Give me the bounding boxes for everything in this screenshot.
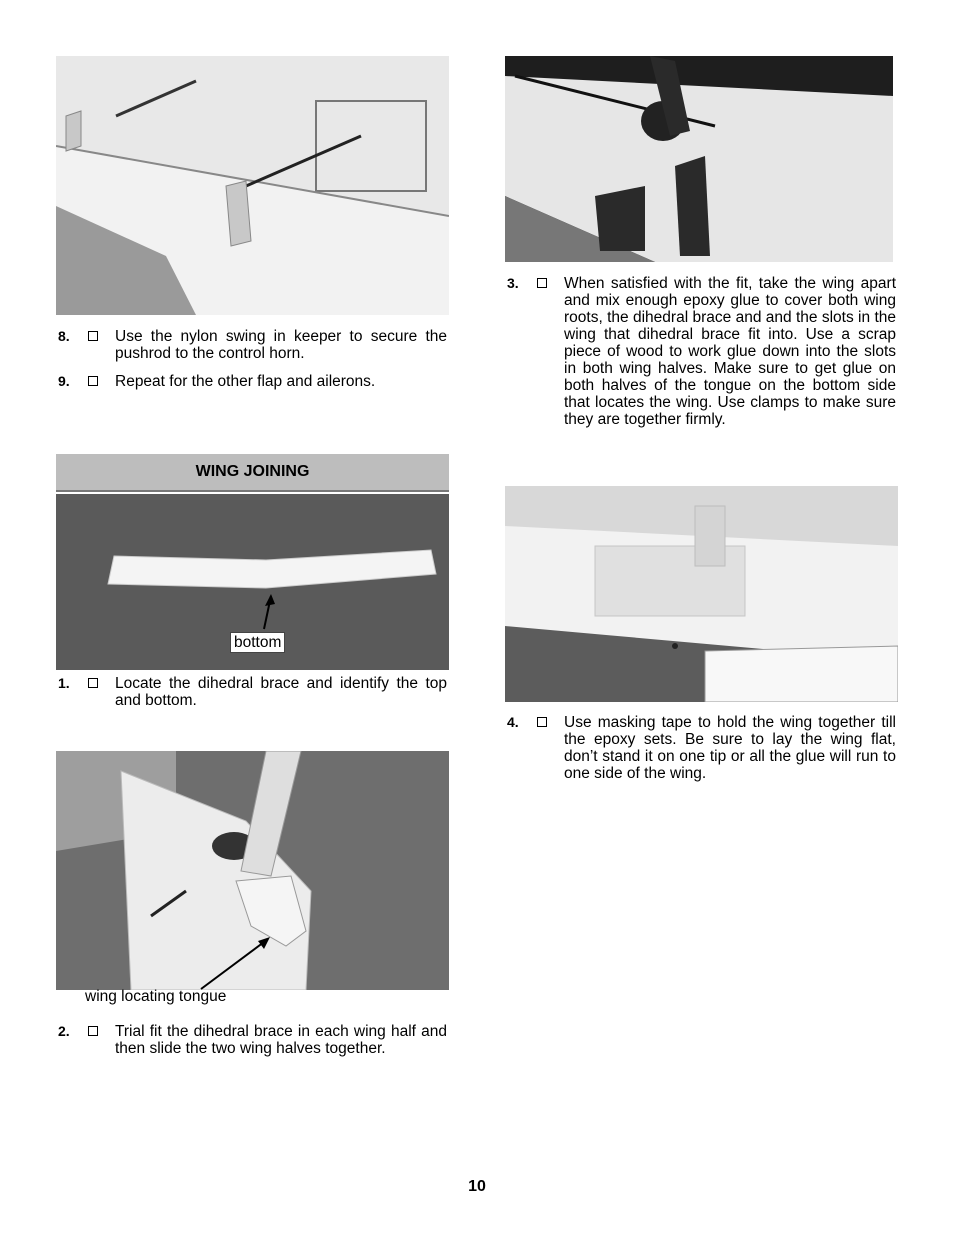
step-text: Trial fit the dihedral brace in each wing half and then slide the two wing halves together. <box>115 1023 447 1057</box>
step-text: Use the nylon swing in keeper to secure the pushrod to the control horn. <box>115 328 447 362</box>
step-wing-2 <box>58 1023 447 1063</box>
step-number: 3. <box>507 275 519 291</box>
step-text: Locate the dihedral brace and identify the top and bottom. <box>115 675 447 709</box>
photo-masking-tape <box>505 486 898 702</box>
step-number: 2. <box>58 1023 70 1039</box>
step-number: 9. <box>58 373 70 389</box>
step-number: 1. <box>58 675 70 691</box>
step-number: 8. <box>58 328 70 344</box>
step-text: When satisfied with the fit, take the wing apart and mix enough epoxy glue to cover both wing roots, the dihedral brace and and the slots in the wing that dihedral brace fit into. Use a scrap piece of wood to work glue down into the slots in both wing halves. Make sure to get glue on both halves of the tongue on the bottom side that locates the wing. Use clamps to make sure they are together firmly. <box>564 275 896 428</box>
step-9 <box>58 373 447 393</box>
step-number: 4. <box>507 714 519 730</box>
photo-clamps <box>505 56 893 262</box>
step-wing-1 <box>58 675 447 715</box>
checkbox[interactable] <box>88 1026 98 1036</box>
checkbox[interactable] <box>88 331 98 341</box>
photo-control-horn <box>56 56 449 315</box>
checkbox[interactable] <box>537 717 547 727</box>
checkbox[interactable] <box>88 376 98 386</box>
checkbox[interactable] <box>537 278 547 288</box>
page-number: 10 <box>468 1178 486 1195</box>
checkbox[interactable] <box>88 678 98 688</box>
step-8 <box>58 328 447 368</box>
tongue-label: wing locating tongue <box>85 988 227 1005</box>
step-text: Repeat for the other flap and ailerons. <box>115 373 376 390</box>
bottom-label: bottom <box>230 632 285 653</box>
step-wing-3 <box>507 275 896 450</box>
section-heading: WING JOINING <box>56 454 449 492</box>
photo-wing-root <box>56 751 449 990</box>
step-text: Use masking tape to hold the wing together till the epoxy sets. Be sure to lay the wing flat, don’t stand it on one tip or all the glue will run to one side of the wing. <box>564 714 896 782</box>
step-wing-4 <box>507 714 896 784</box>
